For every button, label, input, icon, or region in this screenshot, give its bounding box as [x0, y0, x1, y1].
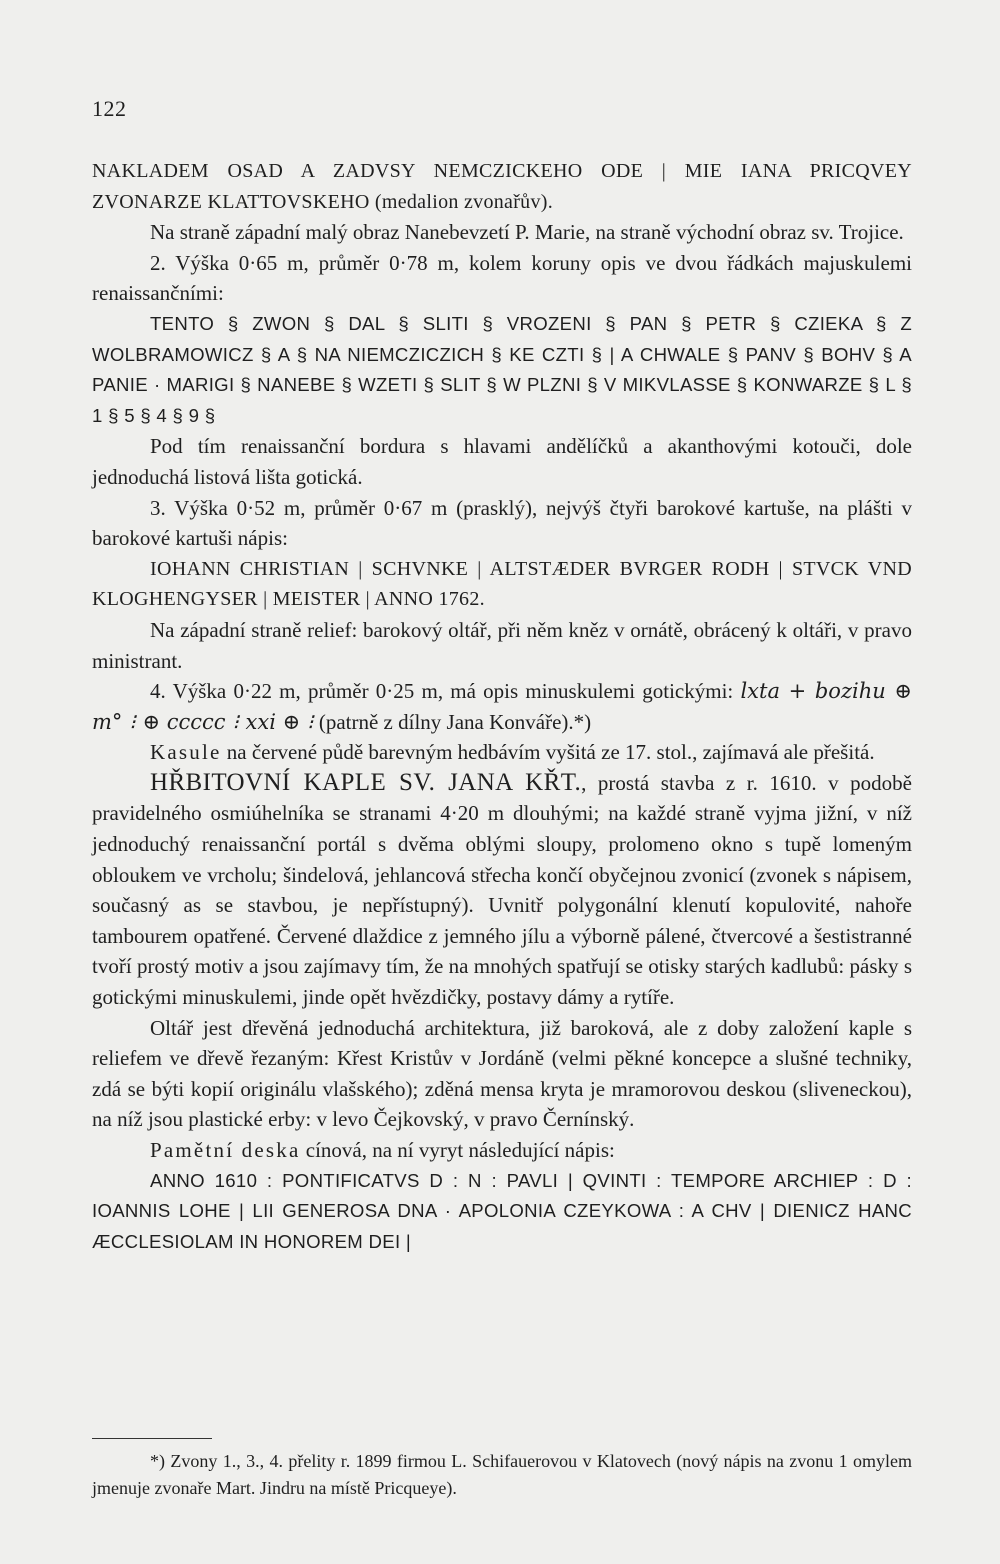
inscription-line: ZVONARZE KLATTOVSKEHO (medalion zvonařův).: [92, 190, 554, 213]
paragraph: [92, 737, 912, 768]
inscription-text: TENTO § ZWON § DAL § SLITI § VROZENI § PAN § PETR § CZIEKA § Z WOLBRAMOWICZ § A § NA NIEMCZICZICH § KE CZTI § | A CHWALE § PANV § BOHV § A PANIE · MARIGI § NANEBE § WZETI § SLIT § W PLZNI § V MIKVLASSE § KONWARZE § L § 1 § 5 § 4 § 9 §: [92, 312, 912, 426]
paragraph-part: 4. Výška 0·22 m, průměr 0·25 m, má opis minuskulemi gotickými:: [150, 679, 734, 704]
paragraph-part: , prostá stavba z r. 1610. v podobě pravidelného osmiúhelníka se stranami 4·20 m dlouhými; na každé straně vyjma jižní, v níž jednoduchý renaissanční portál s dvěma oblými sloupy, prolomeno okno s tupě lomeným obloukem ve vrcholu; šindelová, jehlancová střecha končí obyčejnou zvonicí (zvonek s nápisem, současný as se stavbou, je nepřístupný). Uvnitř polygonální klenutí kopulovité, nahoře tambourem opatřené. Červené dlaždice z jemného jílu a výborně pálené, čtvercové a šestistranné tvoří prostý motiv a jsou zajímavy tím, že na mnohých spatřují se otisky starých kadlubů: pásky s gotickými minuskulemi, jinde opět hvězdičky, postavy dámy a rytíře.: [92, 770, 912, 1010]
paragraph-part: na červené půdě barevným hedbávím vyšitá ze 17. stol., zajímavá ale přešitá.: [226, 740, 875, 765]
footnote-rule: [92, 1438, 212, 1439]
section-heading: HŘBITOVNÍ KAPLE SV. JANA KŘT.: [150, 768, 582, 796]
page-number: 122: [92, 96, 127, 121]
paragraph: Pod tím renaissanční bordura s hlavami andělíčků a akanthovými kotouči, dole jednoduchá listová lišta gotická.: [92, 434, 912, 489]
item-term: Pamětní deska: [150, 1138, 301, 1162]
paragraph: Na straně západní malý obraz Nanebevzetí P. Marie, na straně východní obraz sv. Trojice.: [150, 220, 904, 245]
footnote: [92, 1448, 912, 1502]
paragraph: [92, 768, 912, 1013]
paragraph: [92, 1135, 912, 1166]
paragraph-part: (patrně z dílny Jana Konváře).*): [318, 709, 592, 734]
inscription-text: ANNO 1610 : PONTIFICATVS D : N : PAVLI | QVINTI : TEMPORE ARCHIEP : D : IOANNIS LOHE | LII GENEROSA DNA · APOLONIA CZEYKOWA : A CHV | DIENICZ HANC ÆCCLESIOLAM IN HONOREM DEI |: [92, 1169, 912, 1252]
body-text: [92, 156, 912, 1257]
inscription-plaque: [92, 1166, 912, 1258]
inscription-line: NAKLADEM OSAD A ZADVSY NEMCZICKEHO ODE | MIE IANA PRICQVEY: [92, 160, 912, 182]
paragraph-part: cínová, na ní vyryt následující nápis:: [305, 1138, 615, 1162]
inscription-text: IOHANN CHRISTIAN | SCHVNKE | ALTSTÆDER BVRGER RODH | STVCK VND KLOGHENGYSER | MEISTER | ANNO 1762.: [92, 557, 912, 611]
paragraph: Oltář jest dřevěná jednoduchá architektura, již baroková, ale z doby založení kaple s reliefem ve dřevě řezaným: Křest Kristův v Jordáně (velmi pěkné koncepce a slušné techniky, zdá se býti kopií originálu vlašského); zděná mensa kryta je mramorovou deskou (sliveneckou), na níž jsou plastické erby: v levo Čejkovský, v pravo Černínský.: [92, 1015, 912, 1132]
inscription-bell-1: [92, 156, 912, 217]
inscription-bell-3: [92, 554, 912, 615]
paragraph: 3. Výška 0·52 m, průměr 0·67 m (prasklý), nejvýš čtyři barokové kartuše, na plášti v barokové kartuši nápis:: [92, 495, 912, 551]
footnote-text: *) Zvony 1., 3., 4. přelity r. 1899 firmou L. Schifauerovou v Klatovech (nový nápis na zvonu 1 omylem jmenuje zvonaře Mart. Jindru na místě Pricqueye).: [92, 1451, 912, 1498]
gothic-inscription: lxta + bozihu ⊕ m° ⁝ ⊕ ccccc ⁝ xxi ⊕ ⁝: [92, 679, 913, 734]
paragraph: [92, 676, 912, 737]
paragraph: 2. Výška 0·65 m, průměr 0·78 m, kolem koruny opis ve dvou řádkách majuskulemi renaissančními:: [92, 250, 912, 306]
inscription-bell-2: [92, 309, 912, 431]
item-term: Kasule: [150, 740, 222, 765]
paragraph: Na západní straně relief: barokový oltář, při něm kněz v ornátě, obrácený k oltáři, v pravo ministrant.: [92, 617, 912, 673]
